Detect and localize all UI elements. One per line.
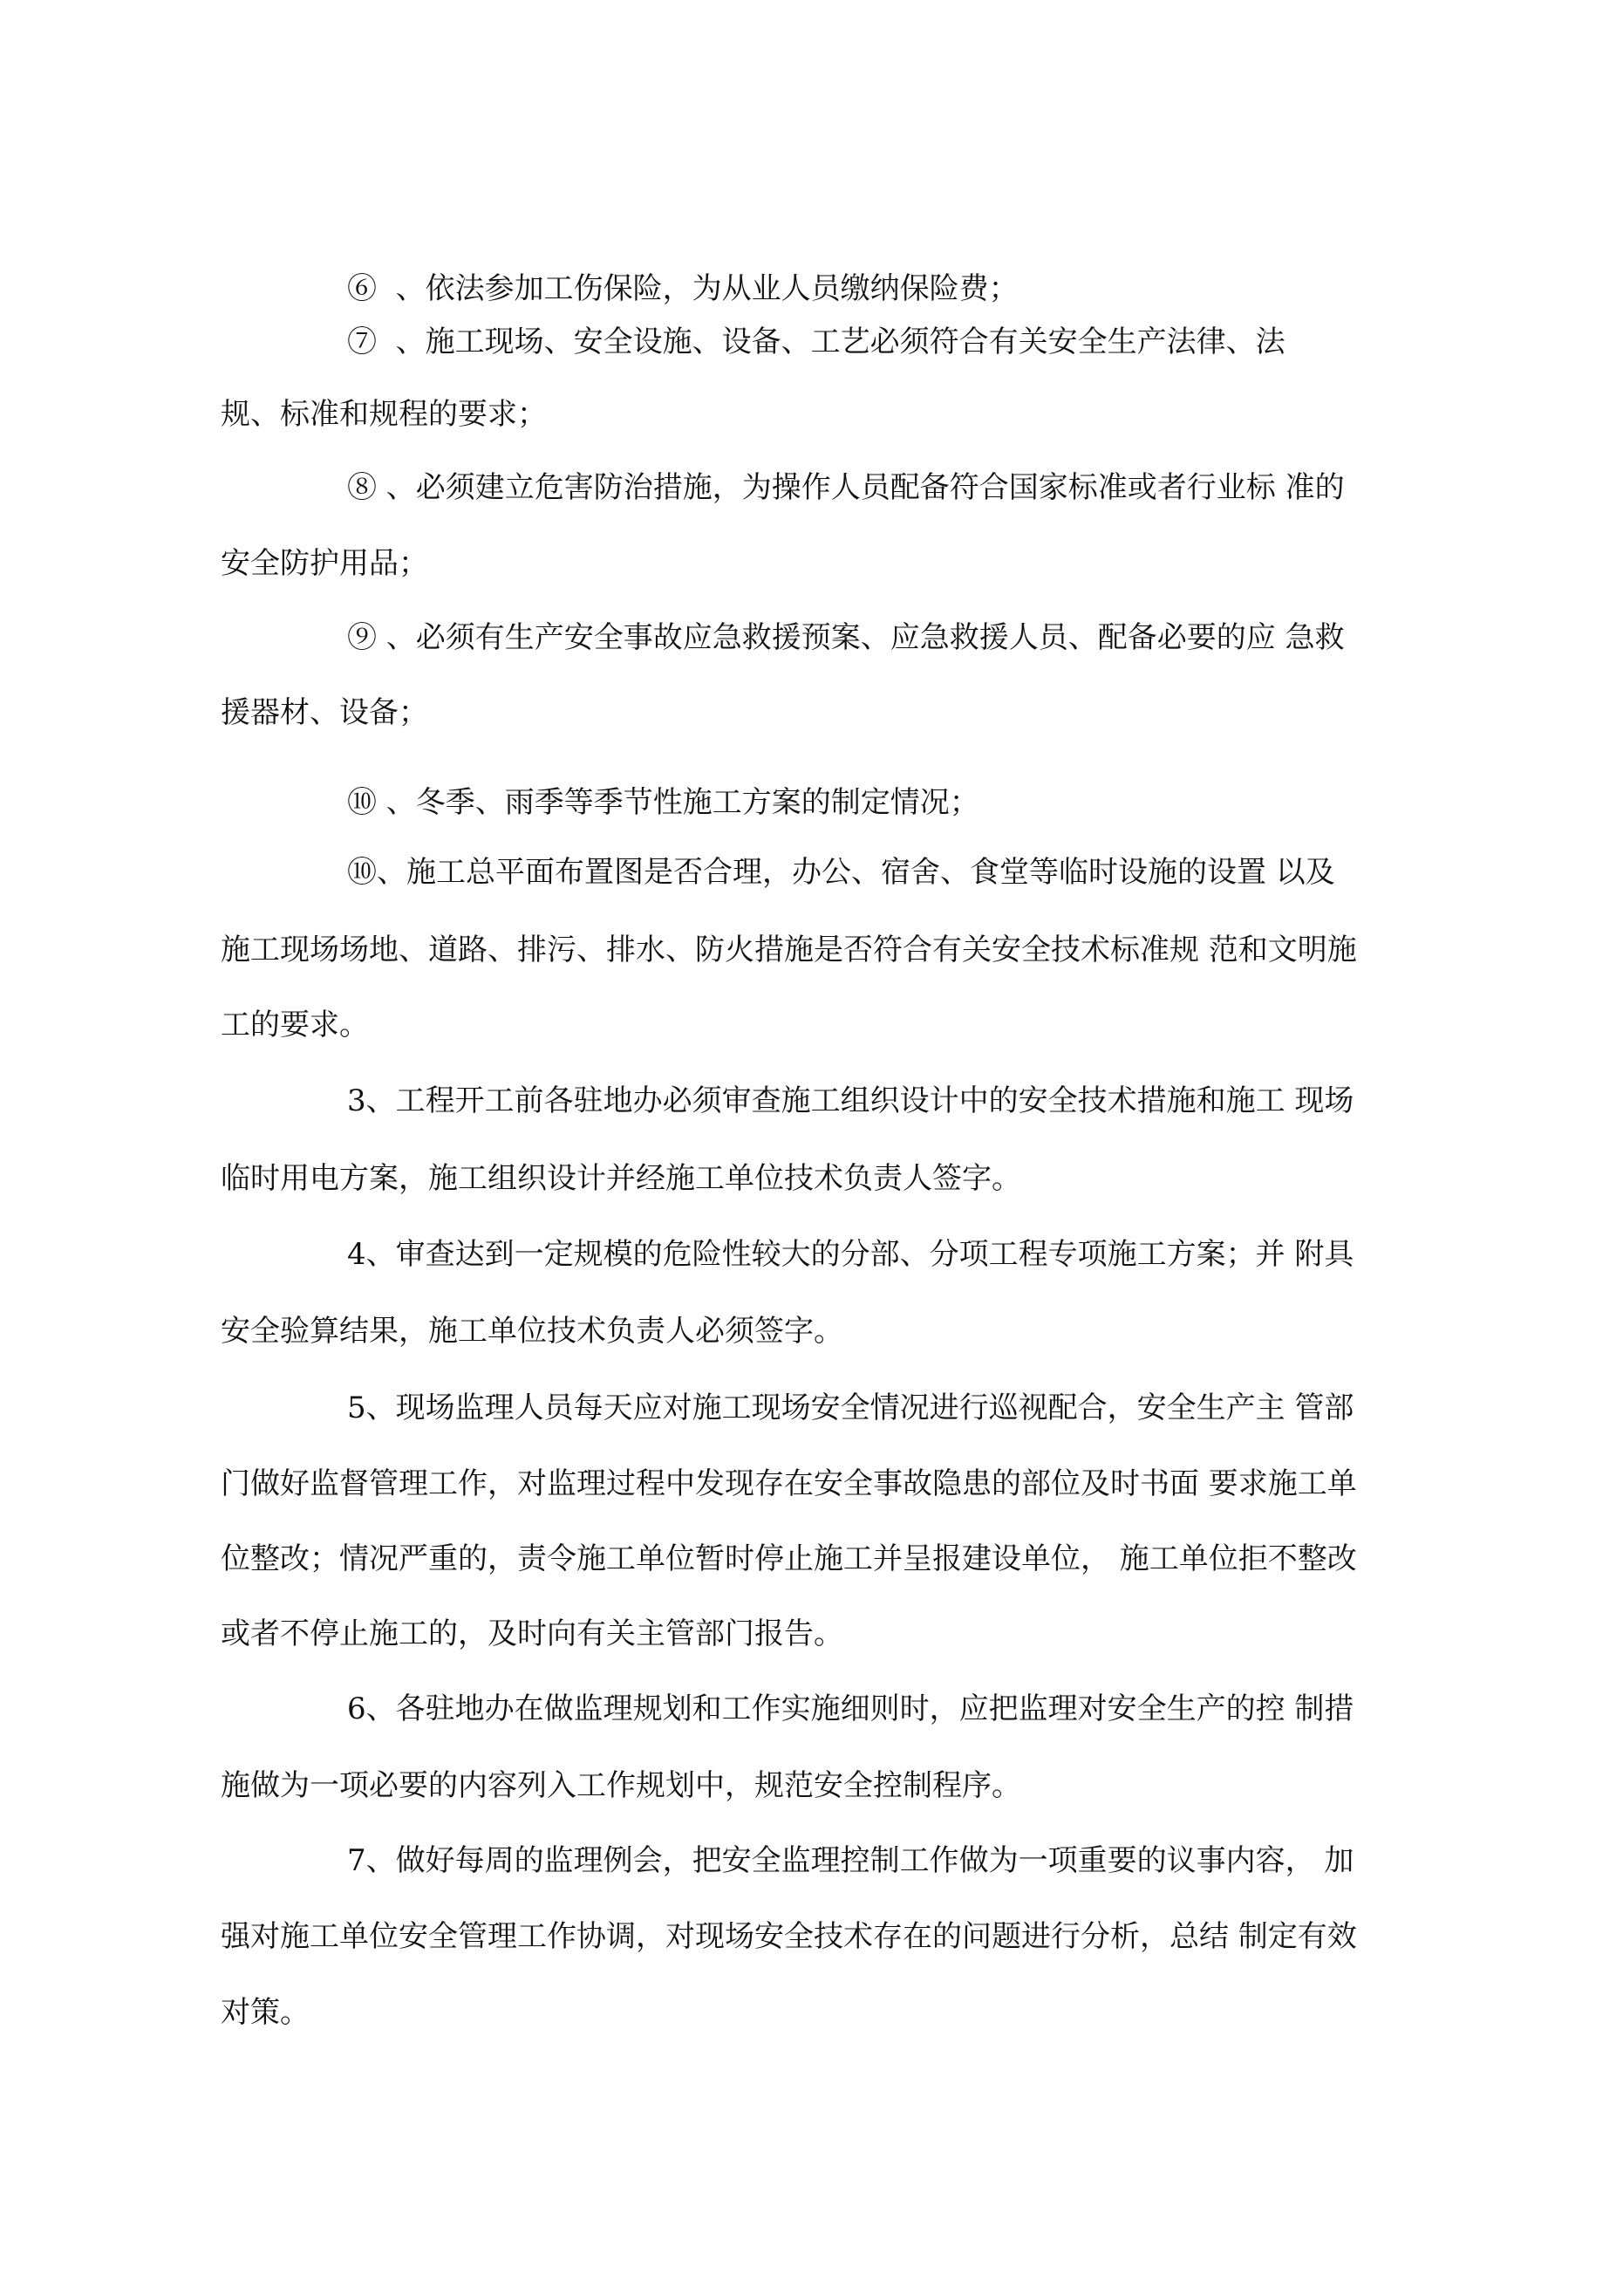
text-line: 位整改；情况严重的，责令施工单位暂时停止施工并呈报建设单位， 施工单位拒不整改 [221,1541,1357,1576]
text-line: 5、现场监理人员每天应对施工现场安全情况进行巡视配合，安全生产主 管部 [347,1391,1354,1425]
text-line: ⑧ 、必须建立危害防治措施，为操作人员配备符合国家标准或者行业标 准的 [347,470,1345,505]
text-line: 或者不停止施工的，及时向有关主管部门报告。 [221,1616,843,1651]
text-line: 6、各驻地办在做监理规划和工作实施细则时，应把监理对安全生产的控 制措 [347,1691,1354,1726]
text-line: 7、做好每周的监理例会，把安全监理控制工作做为一项重要的议事内容， 加 [347,1843,1354,1878]
text-line: ⑥ 、依法参加工伤保险，为从业人员缴纳保险费； [347,271,1019,306]
text-line: 工的要求。 [221,1008,369,1042]
text-line: 对策。 [221,1995,310,2030]
text-line: ⑩ 、冬季、雨季等季节性施工方案的制定情况； [347,785,979,820]
text-line: 强对施工单位安全管理工作协调，对现场安全技术存在的问题进行分析，总结 制定有效 [221,1919,1357,1954]
text-line: 安全验算结果，施工单位技术负责人必须签字。 [221,1314,843,1349]
text-line: ⑨ 、必须有生产安全事故应急救援预案、应急救援人员、配备必要的应 急救 [347,620,1345,655]
text-line: ⑩、施工总平面布置图是否合理，办公、宿舍、食堂等临时设施的设置 以及 [347,855,1335,890]
text-line: 援器材、设备； [221,695,428,730]
text-line: 临时用电方案，施工组织设计并经施工单位技术负责人签字。 [221,1161,1021,1196]
text-line: 安全防护用品； [221,546,428,581]
text-line: 4、审查达到一定规模的危险性较大的分部、分项工程专项施工方案；并 附具 [347,1237,1354,1272]
text-line: ⑦ 、施工现场、安全设施、设备、工艺必须符合有关安全生产法律、法 [347,325,1285,359]
text-line: 规、标准和规程的要求； [221,397,547,432]
text-line: 3、工程开工前各驻地办必须审查施工组织设计中的安全技术措施和施工 现场 [347,1083,1354,1118]
text-line: 施工现场场地、道路、排污、排水、防火措施是否符合有关安全技术标准规 范和文明施 [221,933,1357,967]
text-line: 施做为一项必要的内容列入工作规划中，规范安全控制程序。 [221,1768,1021,1803]
text-line: 门做好监督管理工作，对监理过程中发现存在安全事故隐患的部位及时书面 要求施工单 [221,1466,1357,1501]
